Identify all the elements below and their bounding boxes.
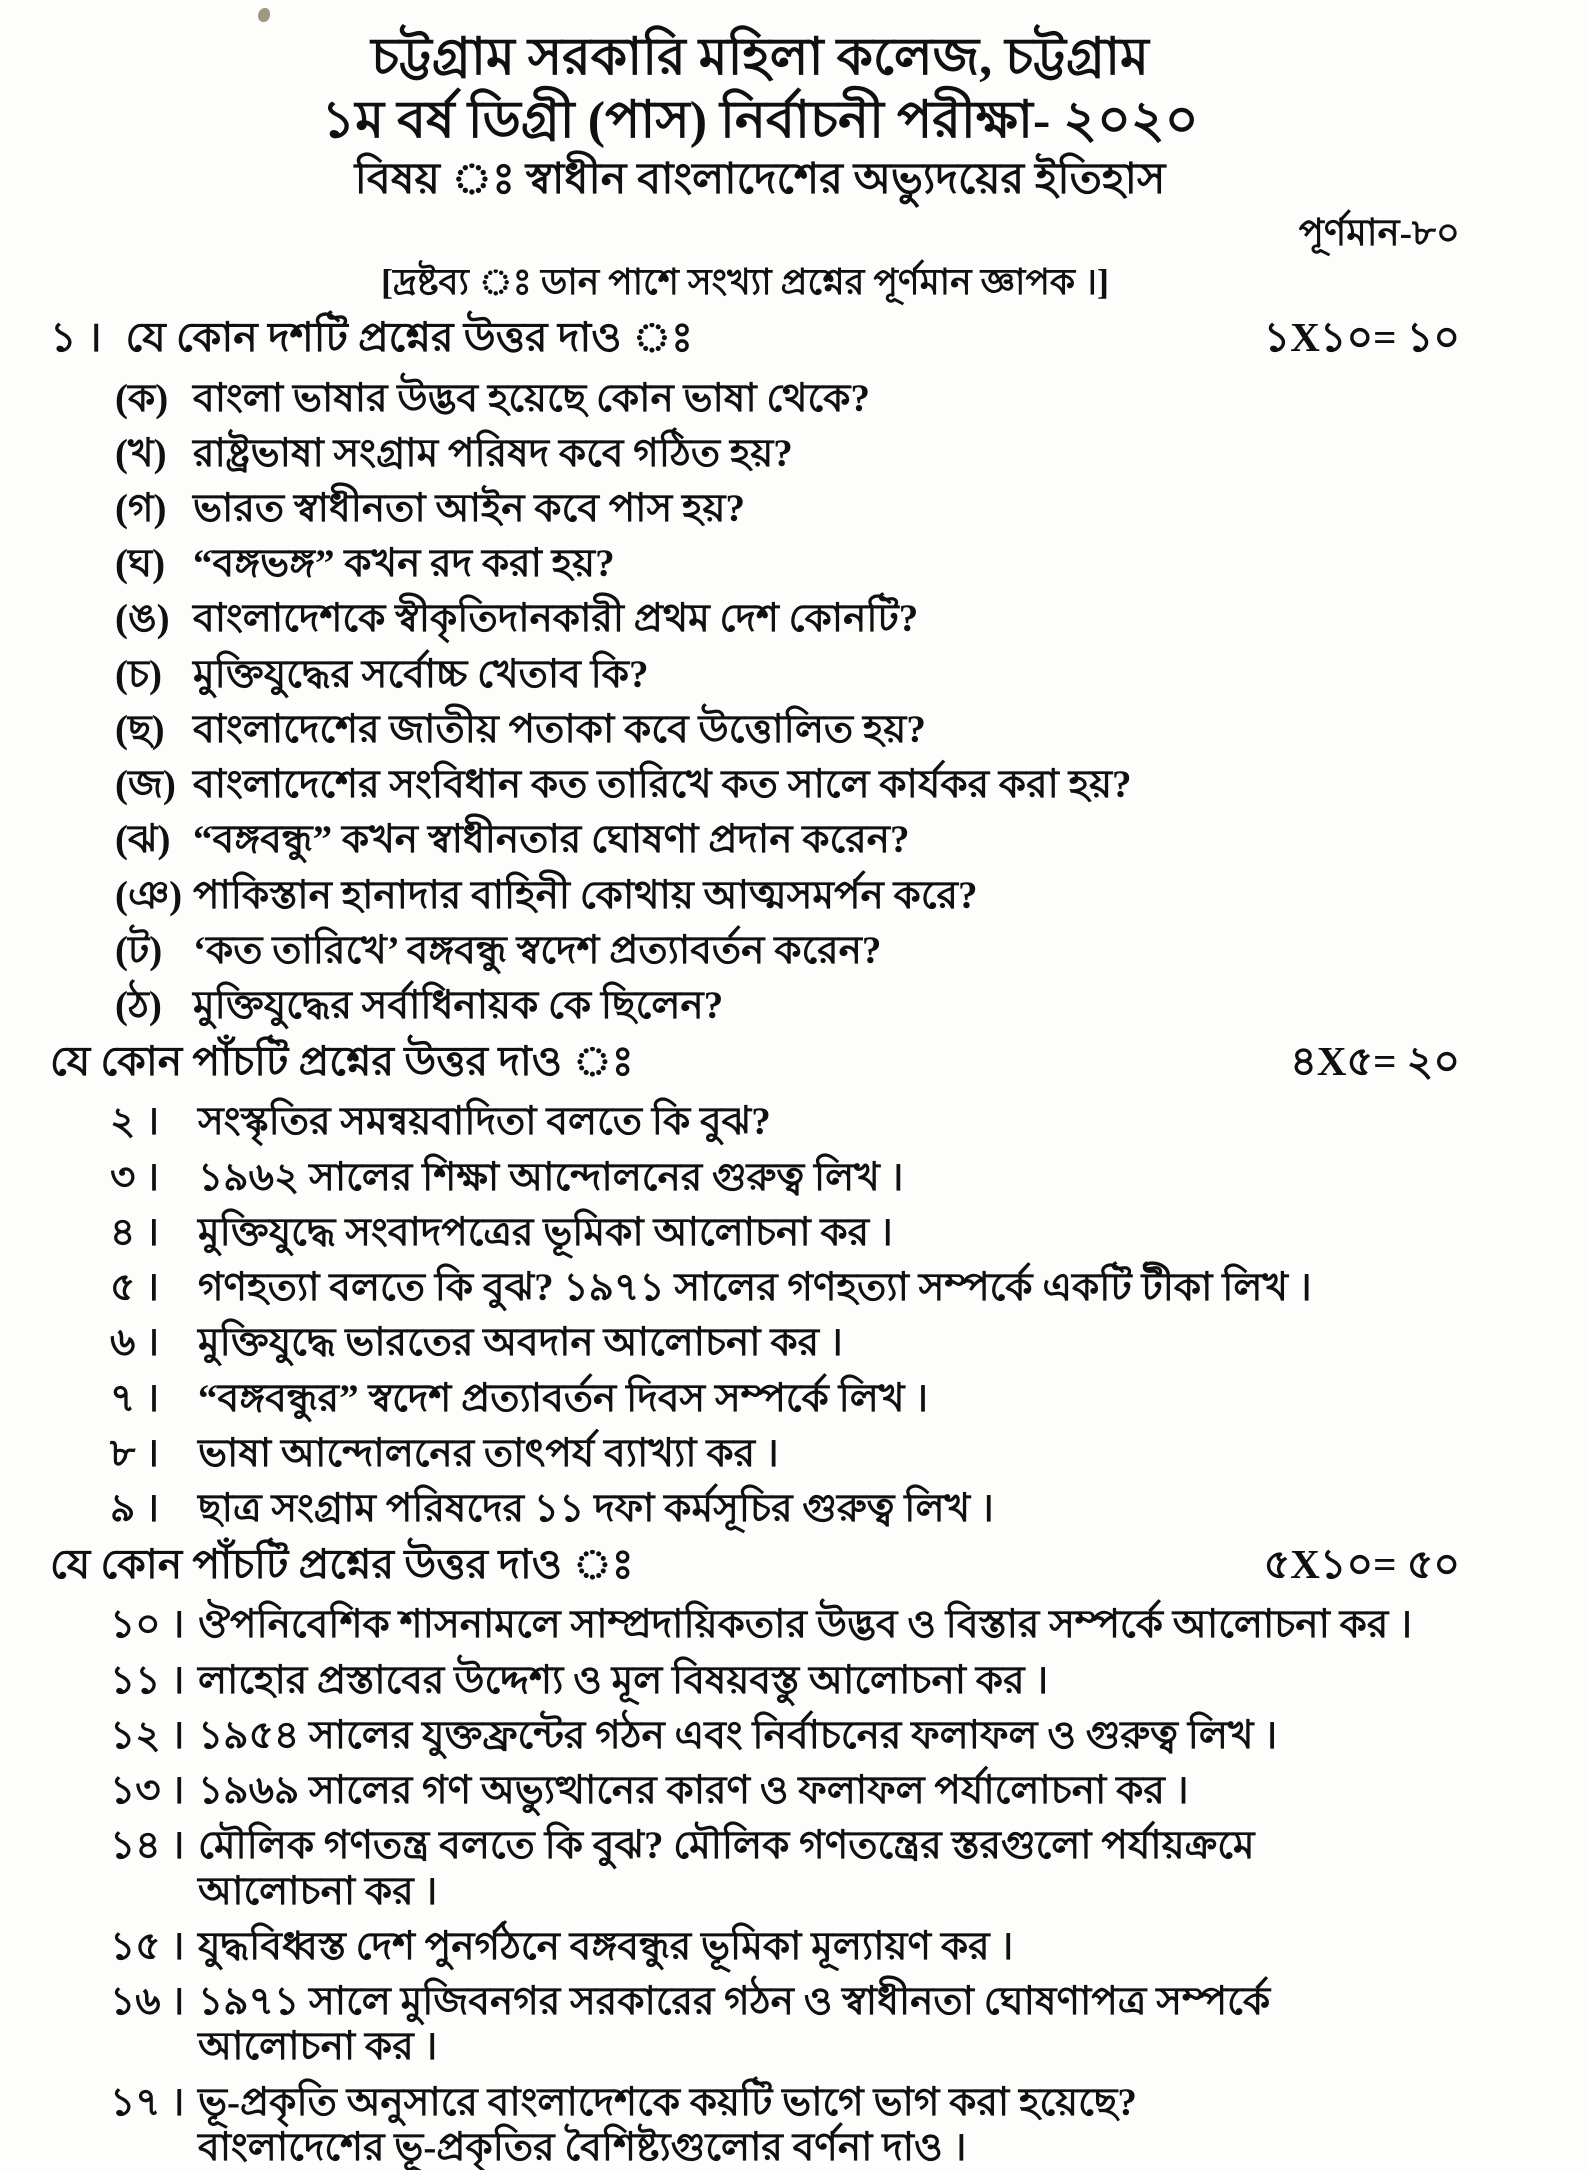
full-marks: পূর্ণমান-৮০ (1298, 212, 1460, 254)
question-item (110, 1658, 1560, 1703)
section2-header (50, 1038, 1560, 1085)
question-number: ৫ । (110, 1266, 160, 1310)
question-letter: (খ) (115, 431, 167, 475)
question-item (115, 376, 1560, 421)
question-number: ৭ । (110, 1376, 160, 1420)
section2-title: যে কোন পাঁচটি প্রশ্নের উত্তর দাও ঃ (50, 1038, 634, 1085)
section1-number: ১ । (50, 314, 102, 361)
question-text-line1: ১৯৭১ সালে মুজিবনগর সরকারের গঠন ও স্বাধীনতা ঘোষণাপত্র সম্পর্কে (198, 1980, 1271, 2024)
question-letter: (ছ) (115, 707, 165, 751)
question-number: ১৭ । (110, 2080, 185, 2124)
question-text: মুক্তিযুদ্ধে ভারতের অবদান আলোচনা কর । (198, 1321, 843, 1365)
question-item (115, 928, 1560, 973)
question-text: মুক্তিযুদ্ধে সংবাদপত্রের ভূমিকা আলোচনা কর । (198, 1210, 893, 1254)
question-item (110, 1431, 1560, 1476)
question-number: ৪ । (110, 1210, 160, 1254)
instruction-note: [দ্রষ্টব্য ঃ ডান পাশে সংখ্যা প্রশ্নের পূর্ণমান জ্ঞাপক ।] (380, 262, 1109, 303)
question-item (115, 541, 1560, 586)
section3-question-list (50, 1602, 1560, 2170)
question-letter: (জ) (115, 763, 176, 807)
question-letter: (গ) (115, 486, 167, 530)
question-text: পাকিস্তান হানাদার বাহিনী কোথায় আত্মসমর্পন করে? (193, 873, 978, 917)
question-number: ৮ । (110, 1431, 160, 1475)
question-letter: (ক) (115, 376, 169, 420)
question-text: বাংলাদেশকে স্বীকৃতিদানকারী প্রথম দেশ কোনটি? (193, 597, 919, 641)
question-text: ছাত্র সংগ্রাম পরিষদের ১১ দফা কর্মসূচির গুরুত্ব লিখ । (198, 1487, 994, 1531)
question-text: ভাষা আন্দোলনের তাৎপর্য ব্যাখ্যা কর । (198, 1431, 779, 1475)
question-item (110, 1823, 1560, 1913)
question-text-line2: আলোচনা কর । (198, 1869, 438, 1913)
question-text: মুক্তিযুদ্ধের সর্বাধিনায়ক কে ছিলেন? (193, 984, 724, 1028)
question-text (198, 2080, 1560, 2170)
question-text: ভারত স্বাধীনতা আইন কবে পাস হয়? (193, 486, 745, 530)
question-number: ৯ । (110, 1487, 160, 1531)
question-item (115, 596, 1560, 641)
question-text: ১৯৬২ সালের শিক্ষা আন্দোলনের গুরুত্ব লিখ । (198, 1155, 904, 1199)
question-number: ১৫ । (110, 1924, 185, 1968)
question-text-line1: ভূ-প্রকৃতি অনুসারে বাংলাদেশকে কয়টি ভাগে ভাগ করা হয়েছে? (198, 2080, 1137, 2124)
exam-title: ১ম বর্ষ ডিগ্রী (পাস) নির্বাচনী পরীক্ষা- ২০২০ (321, 92, 1199, 150)
question-text: মুক্তিযুদ্ধের সর্বোচ্চ খেতাব কি? (193, 652, 649, 696)
subject-line: বিষয় ঃ স্বাধীন বাংলাদেশের অভ্যুদয়ের ইতিহাস (354, 155, 1166, 203)
question-text (198, 1979, 1560, 2069)
question-text: বাংলাদেশের সংবিধান কত তারিখে কত সালে কার্যকর করা হয়? (193, 763, 1132, 807)
scan-artifact-speck (258, 8, 270, 22)
question-item (110, 1376, 1560, 1421)
question-item (110, 1155, 1560, 1200)
question-letter: (ঙ) (115, 597, 170, 641)
question-item (110, 1210, 1560, 1255)
question-item (115, 431, 1560, 476)
question-text: যুদ্ধবিধ্বস্ত দেশ পুনর্গঠনে বঙ্গবন্ধুর ভূমিকা মূল্যায়ণ কর । (198, 1924, 1014, 1968)
question-letter: (চ) (115, 652, 163, 696)
question-text: গণহত্যা বলতে কি বুঝ? ১৯৭১ সালের গণহত্যা সম্পর্কে একটি টীকা লিখ । (198, 1266, 1312, 1310)
section1-question-list (50, 376, 1560, 1029)
question-letter: (ঠ) (115, 984, 162, 1028)
question-item (110, 1486, 1560, 1531)
question-number: ১৪ । (110, 1824, 185, 1868)
question-letter: (ট) (115, 928, 163, 972)
question-number: ১০ । (110, 1603, 185, 1647)
question-item (110, 1768, 1560, 1813)
question-text: “বঙ্গভঙ্গ” কখন রদ করা হয়? (193, 542, 615, 586)
question-item (110, 1924, 1560, 1969)
question-item (110, 1265, 1560, 1310)
question-text-line2: আলোচনা কর । (198, 2025, 438, 2069)
question-number: ৬ । (110, 1321, 160, 1365)
question-number: ১৩ । (110, 1769, 185, 1813)
question-item (115, 817, 1560, 862)
section1-title: যে কোন দশটি প্রশ্নের উত্তর দাও ঃ (125, 314, 694, 361)
question-text-line1: মৌলিক গণতন্ত্র বলতে কি বুঝ? মৌলিক গণতন্ত্রের স্তরগুলো পর্যায়ক্রমে (198, 1824, 1255, 1868)
question-text: “বঙ্গবন্ধু” কখন স্বাধীনতার ঘোষণা প্রদান করেন? (193, 818, 910, 862)
question-item (110, 1713, 1560, 1758)
question-text (198, 1823, 1560, 1913)
question-letter: (ঞ) (115, 873, 183, 917)
question-item (115, 873, 1560, 918)
question-item (110, 1602, 1560, 1647)
question-item (110, 1099, 1560, 1144)
question-item (110, 1979, 1560, 2069)
question-text: লাহোর প্রস্তাবের উদ্দেশ্য ও মূল বিষয়বস্তু আলোচনা কর । (198, 1658, 1049, 1702)
question-item (115, 762, 1560, 807)
question-text: ‘কত তারিখে’ বঙ্গবন্ধু স্বদেশ প্রত্যাবর্তন করেন? (193, 928, 882, 972)
section3-header (50, 1541, 1560, 1588)
question-letter: (ঝ) (115, 818, 171, 862)
section1-marks: ১X১০= ১০ (1263, 314, 1460, 361)
question-text: রাষ্ট্রভাষা সংগ্রাম পরিষদ কবে গঠিত হয়? (193, 431, 793, 475)
section3-marks: ৫X১০= ৫০ (1263, 1541, 1460, 1588)
question-item (115, 707, 1560, 752)
question-item (110, 1320, 1560, 1365)
question-text: ১৯৫৪ সালের যুক্তফ্রন্টের গঠন এবং নির্বাচনের ফলাফল ও গুরুত্ব লিখ । (198, 1713, 1278, 1757)
question-number: ৩ । (110, 1155, 160, 1199)
section2-question-list (50, 1099, 1560, 1531)
question-item (110, 2080, 1560, 2170)
question-item (115, 983, 1560, 1028)
question-number: ২ । (110, 1100, 160, 1144)
question-item (115, 652, 1560, 697)
question-text: বাংলা ভাষার উদ্ভব হয়েছে কোন ভাষা থেকে? (193, 376, 870, 420)
question-number: ১২ । (110, 1713, 185, 1757)
section1-header (50, 314, 1560, 361)
question-number: ১৬ । (110, 1980, 185, 2024)
question-number: ১১ । (110, 1658, 185, 1702)
section2-marks: ৪X৫= ২০ (1290, 1038, 1460, 1085)
question-text: সংস্কৃতির সমন্বয়বাদিতা বলতে কি বুঝ? (198, 1100, 771, 1144)
section3-title: যে কোন পাঁচটি প্রশ্নের উত্তর দাও ঃ (50, 1541, 634, 1588)
question-text: ঔপনিবেশিক শাসনামলে সাম্প্রদায়িকতার উদ্ভব ও বিস্তার সম্পর্কে আলোচনা কর । (198, 1603, 1413, 1647)
question-item (115, 486, 1560, 531)
question-text: “বঙ্গবন্ধুর” স্বদেশ প্রত্যাবর্তন দিবস সম্পর্কে লিখ । (198, 1376, 929, 1420)
question-letter: (ঘ) (115, 542, 166, 586)
question-text: বাংলাদেশের জাতীয় পতাকা কবে উত্তোলিত হয়? (193, 707, 926, 751)
college-name: চট্টগ্রাম সরকারি মহিলা কলেজ, চট্টগ্রাম (371, 29, 1149, 86)
question-text: ১৯৬৯ সালের গণ অভ্যুত্থানের কারণ ও ফলাফল পর্যালোচনা কর । (198, 1769, 1189, 1813)
question-text-line2: বাংলাদেশের ভূ-প্রকৃতির বৈশিষ্ট্যগুলোর বর্ণনা দাও । (198, 2125, 967, 2169)
